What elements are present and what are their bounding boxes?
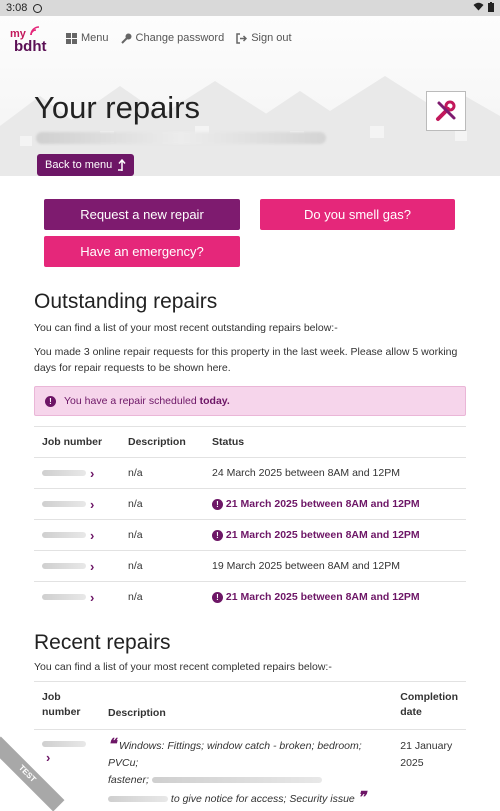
clock: 3:08: [6, 2, 27, 14]
date-line1: 21 January: [400, 740, 452, 752]
status-text: 21 March 2025 between 8AM and 12PM: [226, 529, 420, 541]
description-cell: [100, 729, 392, 808]
col-description: Description: [120, 427, 204, 458]
recent-section: [0, 631, 500, 808]
menu-link[interactable]: [66, 32, 109, 44]
redacted-job-number: [42, 741, 86, 747]
chevron-right-icon: ›: [90, 497, 94, 512]
logo-my: my: [10, 28, 26, 40]
col-job-number: [34, 681, 100, 729]
chevron-right-icon: ›: [90, 559, 94, 574]
grid-icon: [66, 33, 77, 44]
scheduled-icon: !: [212, 499, 223, 510]
smell-gas-label: Do you smell gas?: [304, 207, 411, 222]
table-row[interactable]: [34, 551, 466, 582]
redacted-text: [108, 796, 168, 802]
recent-intro: You can find a list of your most recent completed repairs below:-: [34, 659, 466, 675]
job-number-cell[interactable]: [34, 582, 120, 613]
redacted-job-number: [42, 594, 86, 600]
sign-out-label: Sign out: [251, 32, 291, 44]
description-cell: n/a: [120, 520, 204, 551]
info-icon: [33, 4, 42, 13]
chevron-right-icon: ›: [90, 528, 94, 543]
date-line2: 2025: [400, 757, 423, 769]
alert-icon: !: [45, 396, 56, 407]
chevron-right-icon: ›: [90, 466, 94, 481]
battery-icon: [488, 2, 494, 15]
change-password-label: Change password: [136, 32, 225, 44]
scheduled-icon: !: [212, 530, 223, 541]
col-status: Status: [204, 427, 466, 458]
outstanding-note: You made 3 online repair requests for this property in the last week. Please allow 5 working days for repair requests to be shown here.: [34, 344, 466, 376]
logo-bdht: bdht: [14, 38, 46, 55]
col-description: Description: [100, 681, 392, 729]
col-job-line1: Job: [42, 691, 61, 703]
desc-line2: fastener;: [108, 774, 149, 786]
description-cell: n/a: [120, 489, 204, 520]
arrow-up-icon: [118, 159, 126, 171]
outstanding-title: Outstanding repairs: [34, 290, 500, 314]
top-nav: [66, 32, 292, 44]
status-text: 21 March 2025 between 8AM and 12PM: [226, 591, 420, 603]
status-cell: [204, 489, 466, 520]
request-repair-label: Request a new repair: [80, 207, 204, 222]
job-number-cell[interactable]: [34, 551, 120, 582]
key-icon: [121, 33, 132, 44]
redacted-address: [36, 132, 326, 144]
redacted-job-number: [42, 532, 86, 538]
status-cell: 24 March 2025 between 8AM and 12PM: [204, 458, 466, 489]
emergency-button[interactable]: [44, 236, 240, 267]
desc-line3: to give notice for access; Security issue: [171, 793, 355, 805]
status-cell: 19 March 2025 between 8AM and 12PM: [204, 551, 466, 582]
status-text: 21 March 2025 between 8AM and 12PM: [226, 498, 420, 510]
alert-text: [64, 395, 230, 407]
sign-out-link[interactable]: [236, 32, 291, 44]
outstanding-table: [34, 426, 466, 613]
description-cell: n/a: [120, 551, 204, 582]
outstanding-section: [0, 290, 500, 613]
repairs-tool-button[interactable]: [426, 91, 466, 131]
description-cell: n/a: [120, 458, 204, 489]
desc-line1: Windows: Fittings; window catch - broken; bedroom; PVCu;: [108, 740, 362, 769]
col-job-line2: number: [42, 706, 81, 718]
status-cell: [204, 582, 466, 613]
col-completion-date: [392, 681, 466, 729]
completion-date-cell: [392, 729, 466, 808]
redacted-job-number: [42, 563, 86, 569]
action-buttons: [0, 176, 500, 276]
table-row[interactable]: [34, 582, 466, 613]
table-row[interactable]: [34, 520, 466, 551]
header: [0, 16, 500, 176]
redacted-job-number: [42, 501, 86, 507]
chevron-right-icon: ›: [46, 750, 50, 765]
open-quote-icon: ❝: [108, 736, 116, 753]
alert-prefix: You have a repair scheduled: [64, 395, 200, 407]
menu-link-label: Menu: [81, 32, 109, 44]
bdht-logo[interactable]: [10, 26, 50, 60]
redacted-job-number: [42, 470, 86, 476]
table-row[interactable]: [34, 489, 466, 520]
scheduled-icon: !: [212, 592, 223, 603]
tools-icon: [434, 99, 458, 123]
status-bar: [0, 0, 500, 16]
chevron-right-icon: ›: [90, 590, 94, 605]
table-row[interactable]: [34, 458, 466, 489]
test-ribbon: TEST: [0, 737, 64, 811]
redacted-text: [152, 777, 322, 783]
sign-out-icon: [236, 33, 247, 44]
job-number-cell[interactable]: [34, 458, 120, 489]
signal-icon: [30, 26, 40, 36]
job-number-cell[interactable]: [34, 520, 120, 551]
back-to-menu-button[interactable]: [37, 154, 134, 176]
back-to-menu-label: Back to menu: [45, 159, 112, 171]
page-title: Your repairs: [34, 90, 200, 126]
smell-gas-button[interactable]: [260, 199, 455, 230]
alert-today: today.: [200, 395, 230, 407]
col-job-number: Job number: [34, 427, 120, 458]
job-number-cell[interactable]: [34, 489, 120, 520]
col-date-line1: Completion: [400, 691, 458, 703]
change-password-link[interactable]: [121, 32, 225, 44]
close-quote-icon: ❞: [358, 789, 366, 806]
request-repair-button[interactable]: [44, 199, 240, 230]
outstanding-intro: You can find a list of your most recent outstanding repairs below:-: [34, 320, 466, 336]
scheduled-alert: [34, 386, 466, 416]
status-cell: [204, 520, 466, 551]
description-cell: n/a: [120, 582, 204, 613]
wifi-icon: [473, 2, 484, 14]
table-row[interactable]: [34, 729, 466, 808]
recent-header-row: [34, 681, 466, 729]
emergency-label: Have an emergency?: [80, 244, 204, 259]
recent-title: Recent repairs: [34, 631, 500, 655]
col-date-line2: date: [400, 706, 422, 718]
recent-table: [34, 681, 466, 808]
outstanding-header-row: [34, 427, 466, 458]
